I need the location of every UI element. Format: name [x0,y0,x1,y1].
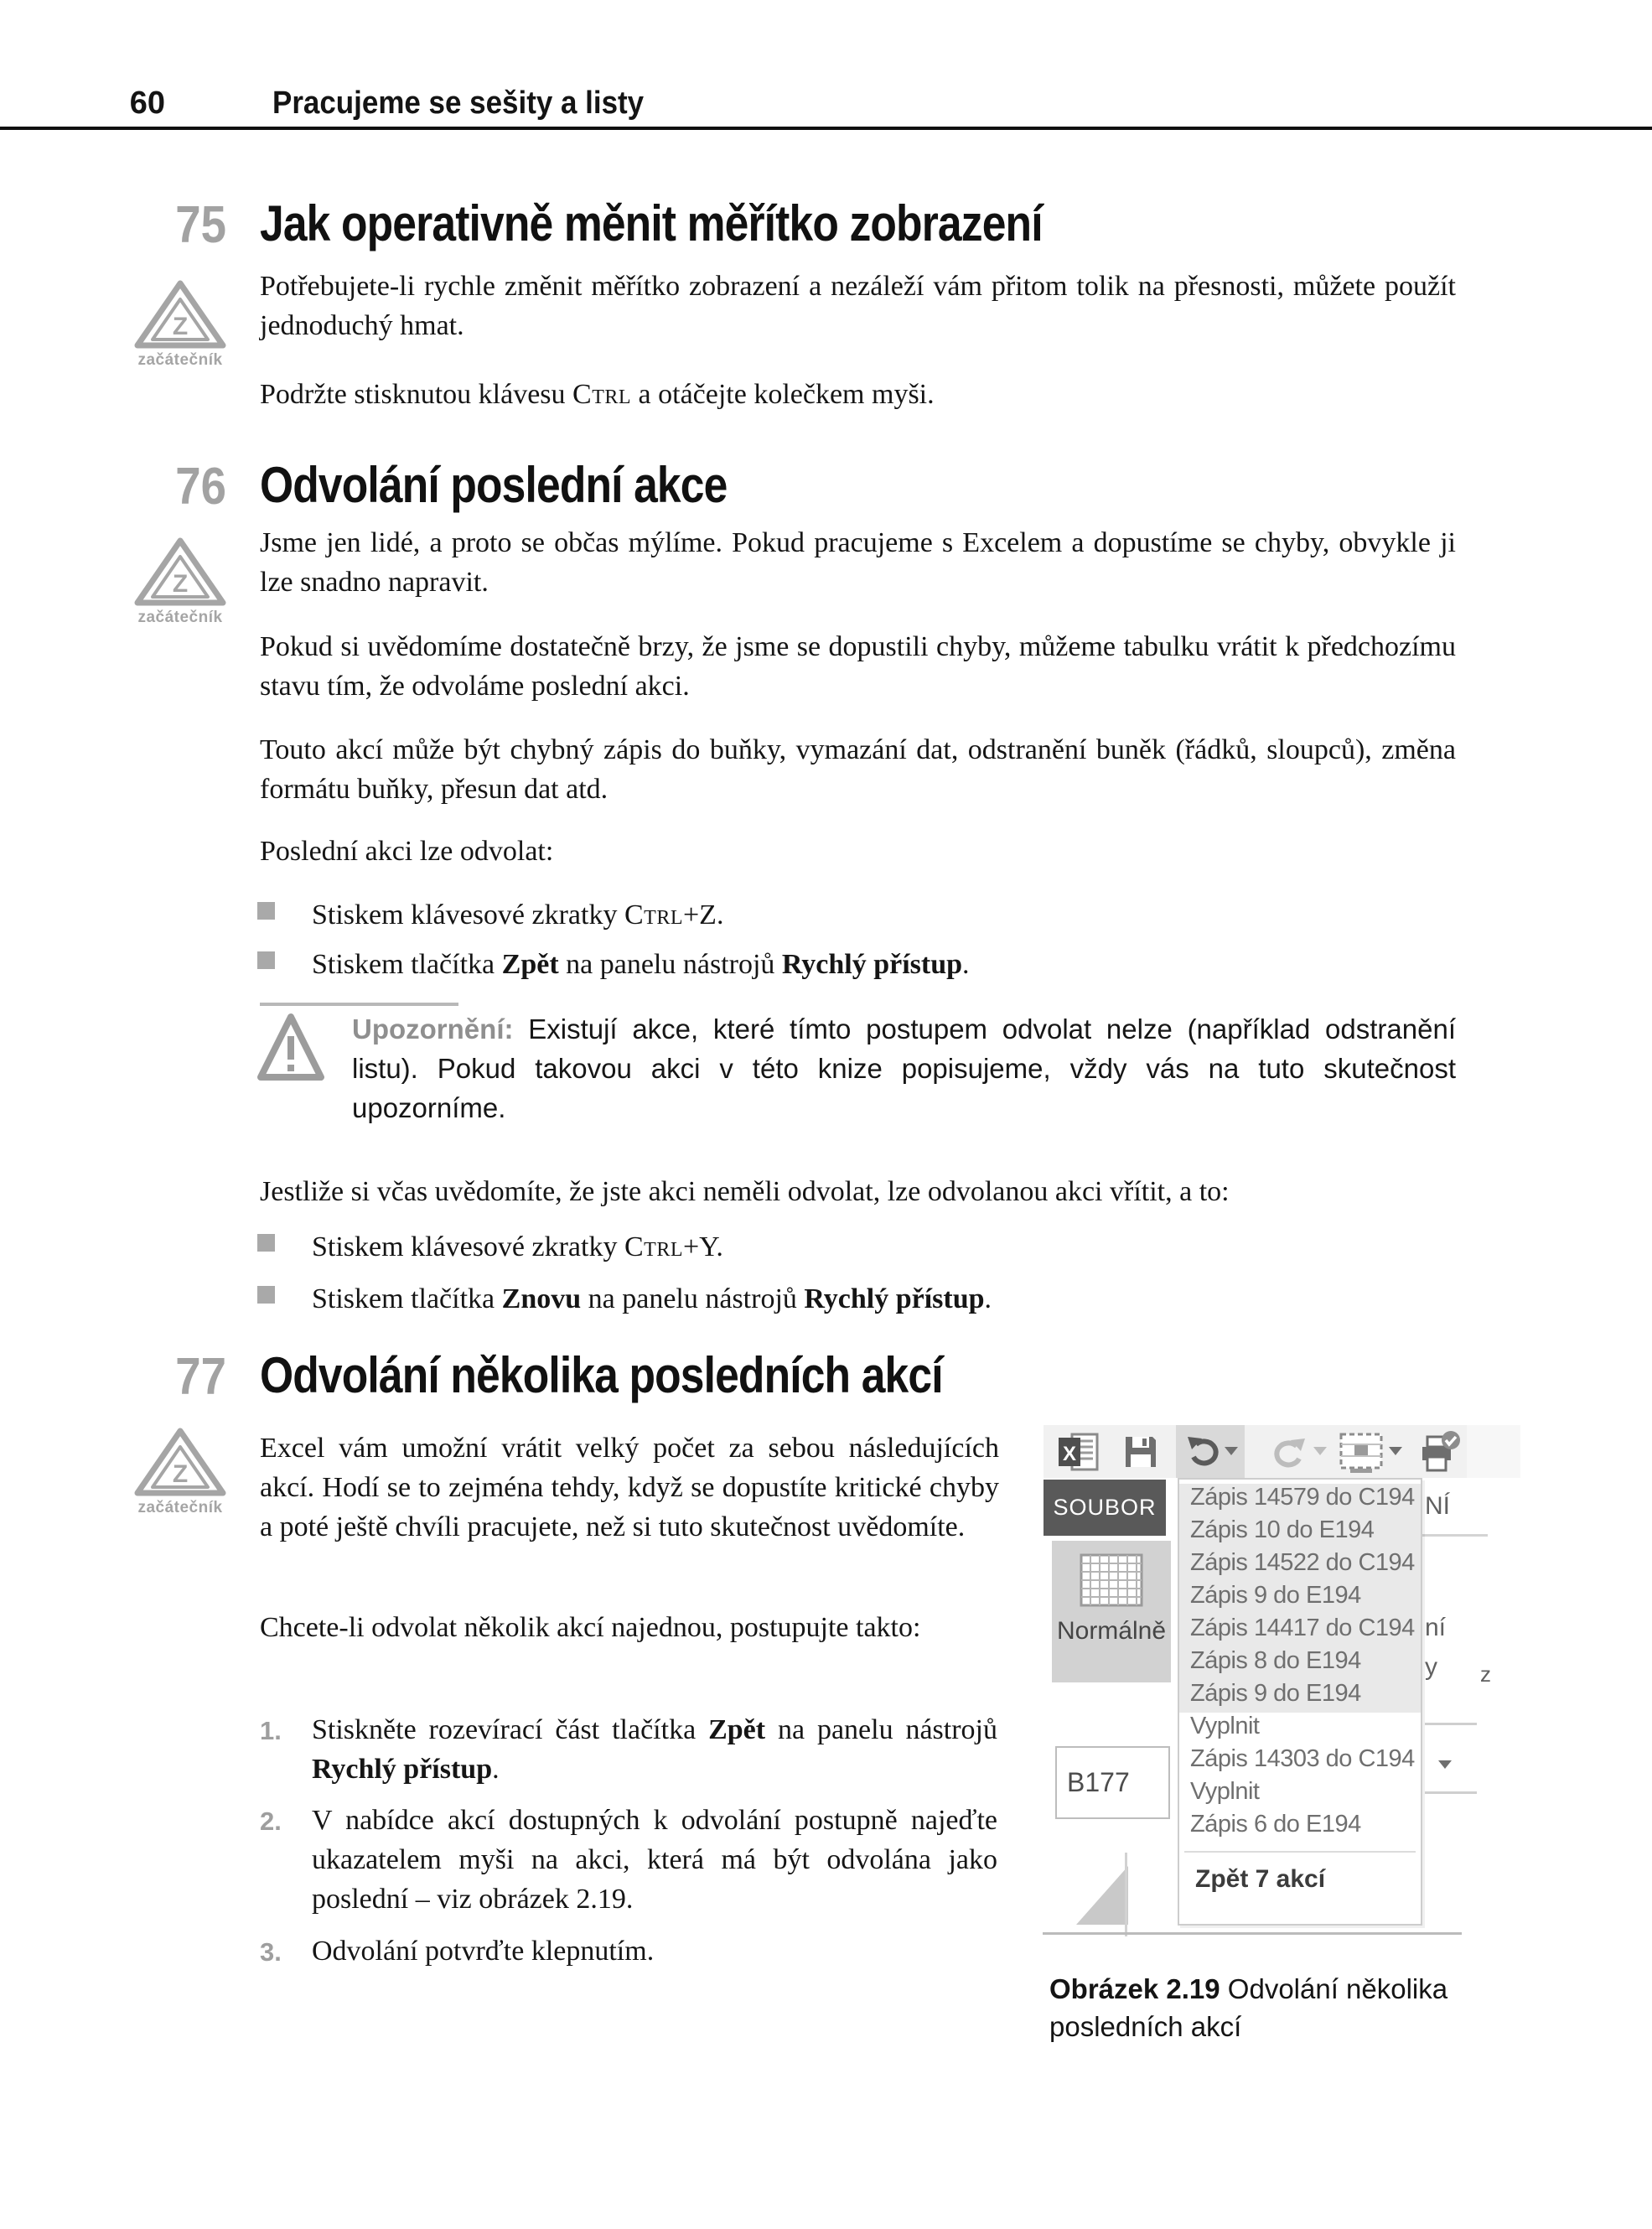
cell-name-box[interactable]: B177 [1055,1746,1170,1819]
numbered-step [260,1801,997,1919]
undo-menu-item-label: Zápis 9 do E194 [1190,1582,1361,1609]
undo-menu-item[interactable] [1179,1647,1421,1680]
bullet-square [257,1286,275,1304]
formula-bar-edge [1425,1791,1477,1794]
section-76-number: 76 [175,458,226,516]
bullet-square [257,902,275,920]
worksheet-grid-icon [1080,1553,1143,1607]
gridline [1043,1932,1462,1935]
undo-menu-item[interactable] [1179,1549,1421,1582]
normal-view-label: Normálně [1056,1617,1167,1645]
step-text: Stiskněte rozevírací část tlačítka Zpět na panelu nástrojů Rychlý přístup. [312,1714,997,1785]
paragraph: Excel vám umožní vrátit velký počet za sebou následujících akcí. Hodí se to zejména tehdy, když se dopustíte kritické chyby a poté ještě chvíli pracujete, než si tuto skutečnost uvědomíte. [260,1433,999,1542]
beginner-badge [117,1427,243,1517]
warning-divider [260,1003,458,1006]
undo-count-status: Zpět 7 akcí [1195,1865,1326,1893]
paragraph: Jsme jen lidé, a proto se občas mýlíme. Pokud pracujeme s Excelem a dopustíme se chyby, obvykle ji lze snadno napravit. [260,527,1456,598]
beginner-badge [117,537,243,627]
menu-separator [1184,1851,1416,1853]
undo-menu-item[interactable] [1179,1615,1421,1647]
formula-bar-edge [1425,1723,1477,1725]
undo-menu-item[interactable] [1179,1516,1421,1549]
undo-menu-item[interactable] [1179,1680,1421,1713]
ctrl-key-label: Ctrl [624,1231,683,1262]
figure-caption-number: Obrázek 2.19 [1049,1973,1220,2004]
undo-menu-item[interactable] [1179,1778,1421,1811]
warning-icon [255,1011,327,1089]
paragraph: Chcete-li odvolat několik akcí najednou, postupujte takto: [260,1612,921,1643]
bullet-item: Stiskem tlačítka Znovu na panelu nástrojů Rychlý přístup. [312,1283,992,1314]
bullet-item: Stiskem tlačítka Zpět na panelu nástrojů Rychlý přístup. [312,949,970,980]
undo-menu-item-label: Zápis 8 do E194 [1190,1647,1361,1674]
section-77-number: 77 [175,1348,226,1406]
step-text: V nabídce akcí dostupných k odvolání postupně najeďte ukazatelem myši na akci, která má být odvolána jako poslední – viz obrázek 2.19. [312,1805,997,1915]
ctrl-key-label: Ctrl [624,899,683,930]
undo-menu-item-label: Vyplnit [1190,1778,1260,1805]
bullet-square [257,1234,275,1252]
paragraph: Jestliže si včas uvědomíte, že jste akci neměli odvolat, lze odvolanou akci vřítit, a to: [260,1176,1230,1207]
quick-access-reference: Rychlý přístup [781,949,963,980]
znovu-button-reference: Znovu [501,1283,582,1314]
step-text: Odvolání potvrďte klepnutím. [312,1936,655,1967]
name-box-caret-icon[interactable] [1438,1760,1452,1769]
step-number: 3. [260,1937,282,1967]
paragraph: Touto akcí může být chybný zápis do buňky, vymazání dat, odstranění buněk (řádků, sloupců), změna formátu buňky, přesun dat atd. [260,734,1456,805]
svg-text:Z: Z [172,313,189,340]
undo-menu-item-label: Zápis 9 do E194 [1190,1680,1361,1707]
undo-menu-item[interactable] [1179,1582,1421,1615]
page-layout-icon[interactable] [1339,1432,1384,1474]
tab-soubor[interactable]: SOUBOR [1044,1480,1166,1536]
bullet-square [257,951,275,969]
figure-caption: Obrázek 2.19 Odvolání několika posledních akcí [1049,1973,1448,2042]
undo-history-dropdown [1178,1478,1422,1926]
gridline [1125,1853,1127,1936]
svg-text:Z: Z [172,1460,189,1488]
page-layout-caret-icon[interactable] [1389,1447,1402,1455]
undo-menu-item-label: Zápis 6 do E194 [1190,1811,1361,1838]
undo-menu-items [1179,1484,1421,1843]
toolbar-fragment [1467,1425,1520,1478]
section-75-number: 75 [175,196,226,254]
excel-logo-icon [1059,1433,1099,1471]
beginner-triangle-icon [133,537,227,607]
undo-menu-item[interactable] [1179,1713,1421,1745]
beginner-triangle-icon [133,279,227,350]
normal-view-button[interactable] [1052,1541,1171,1682]
step-number: 2. [260,1807,282,1836]
undo-button[interactable] [1176,1425,1245,1478]
ribbon-text-fragment: z [1480,1661,1491,1687]
save-icon[interactable] [1122,1433,1159,1470]
undo-menu-item-label: Vyplnit [1190,1713,1260,1739]
page-number: 60 [129,86,165,121]
warning-label: Upozornění: [352,1013,514,1045]
quick-access-reference: Rychlý přístup [804,1283,985,1314]
beginner-badge-label: začátečník [137,351,223,369]
numbered-step [260,1710,997,1789]
beginner-badge-label: začátečník [137,1499,223,1516]
quick-access-toolbar [1044,1425,1467,1478]
redo-dropdown-caret-icon [1313,1447,1327,1455]
undo-menu-item-label: Zápis 10 do E194 [1190,1516,1375,1543]
bullet-item: Stiskem klávesové zkratky Ctrl+Y. [312,1231,723,1262]
sheet-shape-triangle [1076,1866,1128,1925]
undo-icon [1186,1435,1221,1467]
warning-note: Upozornění: Existují akce, které tímto postupem odvolat nelze (například odstranění listu). Pokud takovou akci v této knize popisujeme, vždy vás na tuto skutečnost upozorníme. [352,1013,1456,1123]
chapter-title: Pracujeme se sešity a listy [272,86,645,121]
ribbon-divider [1422,1534,1488,1537]
ribbon-tab-fragment: NÍ [1425,1492,1450,1520]
ctrl-key-label: Ctrl [572,379,632,410]
section-75-title: Jak operativně měnit měřítko zobrazení [260,195,1043,251]
ribbon-text-fragment: y [1425,1653,1437,1681]
paragraph: Podržte stisknutou klávesu Ctrl a otáčejte kolečkem myši. [260,379,935,410]
undo-menu-item[interactable] [1179,1745,1421,1778]
paragraph: Potřebujete-li rychle změnit měřítko zobrazení a nezáleží vám přitom tolik na přesnosti, můžete použít jednoduchý hmat. [260,271,1456,341]
numbered-step [260,1931,997,1971]
print-check-icon[interactable] [1419,1430,1461,1475]
undo-menu-item[interactable] [1179,1811,1421,1843]
paragraph: Poslední akci lze odvolat: [260,836,554,867]
beginner-badge [117,279,243,370]
undo-menu-item-label: Zápis 14579 do C194 [1190,1484,1415,1511]
section-76-title: Odvolání poslední akce [260,457,728,513]
section-77-title: Odvolání několika posledních akcí [260,1347,943,1403]
beginner-triangle-icon [133,1427,227,1497]
svg-text:X: X [1062,1443,1077,1465]
undo-dropdown-caret-icon[interactable] [1225,1447,1238,1455]
undo-menu-item[interactable] [1179,1484,1421,1516]
svg-text:Z: Z [172,570,189,598]
step-number: 1. [260,1716,282,1745]
bullet-item: Stiskem klávesové zkratky Ctrl+Z. [312,899,724,930]
beginner-badge-label: začátečník [137,609,223,626]
undo-menu-item-label: Zápis 14417 do C194 [1190,1615,1415,1641]
undo-menu-item-label: Zápis 14303 do C194 [1190,1745,1415,1772]
paragraph: Pokud si uvědomíme dostatečně brzy, že jsme se dopustili chyby, můžeme tabulku vrátit k předchozímu stavu tím, že odvoláme poslední akci. [260,631,1456,702]
ribbon-text-fragment: ní [1425,1614,1447,1641]
header-rule [0,127,1652,130]
zpet-button-reference: Zpět [501,949,559,980]
redo-icon[interactable] [1271,1437,1307,1469]
undo-menu-item-label: Zápis 14522 do C194 [1190,1549,1415,1576]
